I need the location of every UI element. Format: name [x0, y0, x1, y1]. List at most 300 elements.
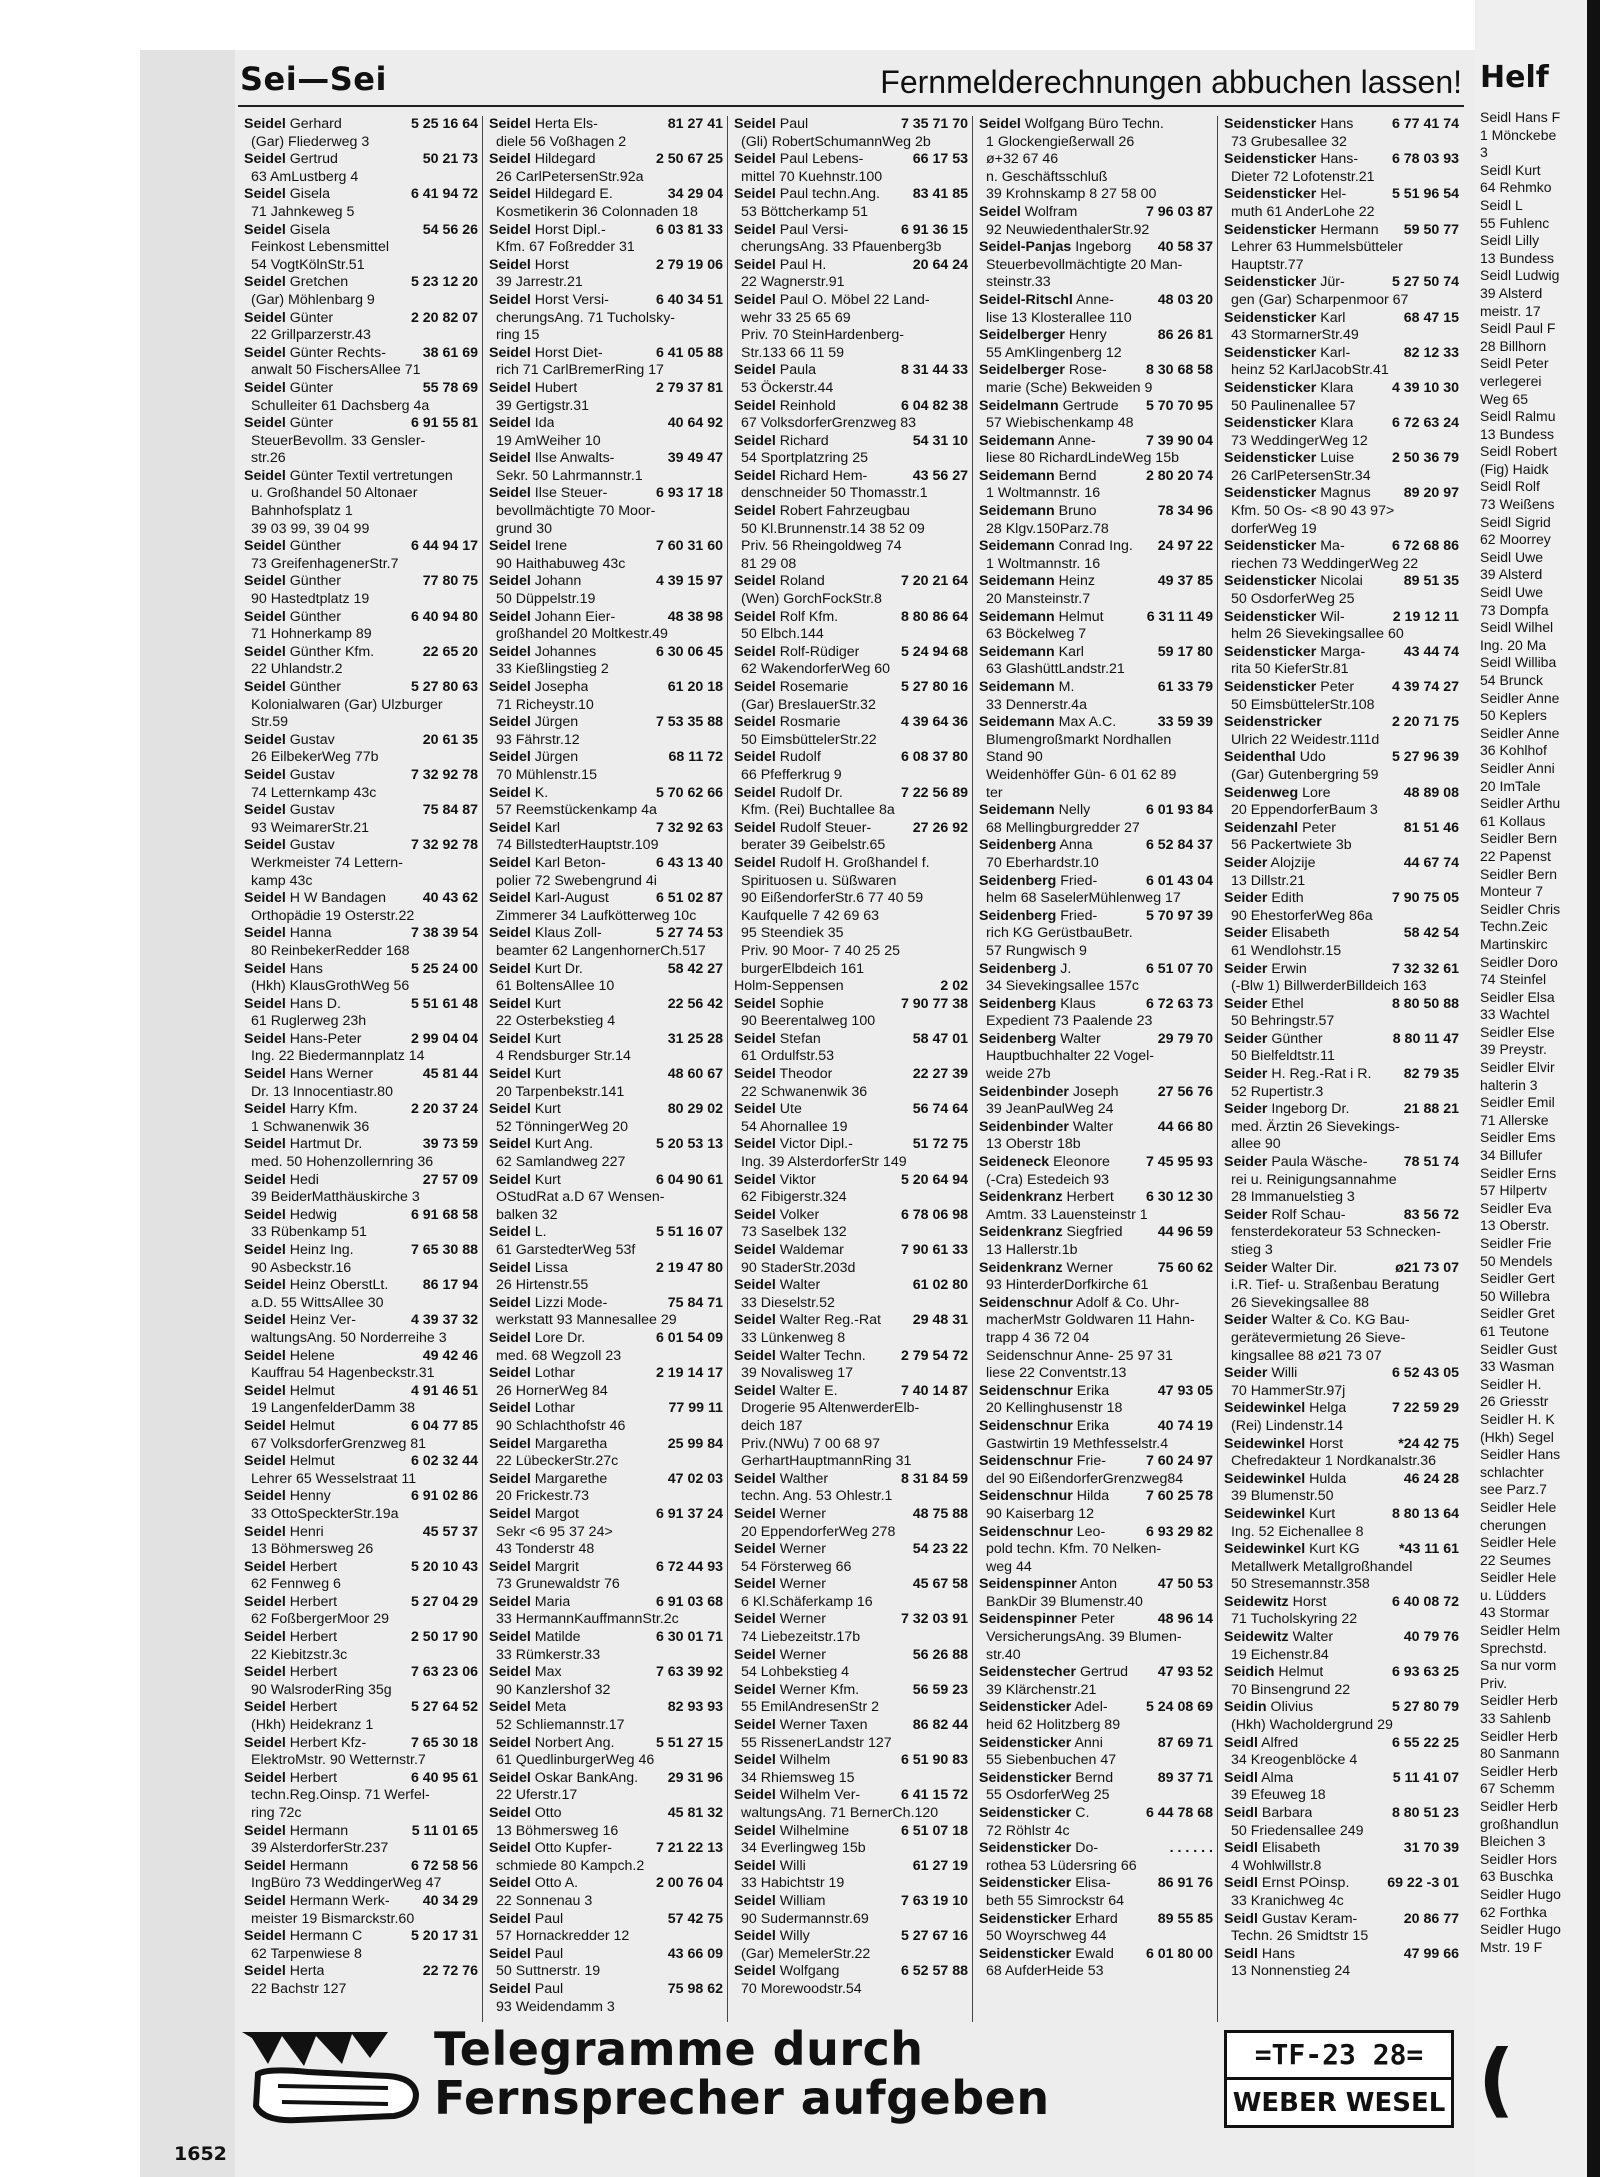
listing-entry	[244, 732, 478, 767]
listing-text	[489, 855, 606, 873]
given-name: Gisela	[289, 221, 330, 238]
surname: Seidel	[244, 766, 286, 783]
phone-number: 6 03 81 33	[655, 221, 723, 238]
listing-first-line	[244, 609, 478, 627]
header-slogan: Fernmelderechnungen abbuchen lassen!	[880, 64, 1462, 100]
surname: Seidel	[244, 1769, 286, 1786]
listing-detail-line: 55 RissenerLandstr 127	[741, 1734, 892, 1751]
surname: Seidel	[489, 1805, 531, 1821]
surname: Seidel	[489, 714, 531, 731]
listing-entry	[489, 1172, 723, 1225]
listing-detail-line: dorferWeg 19	[1231, 520, 1317, 537]
given-name: Hubert	[534, 379, 578, 396]
listing-detail-line: deich 187	[741, 1417, 803, 1434]
listing-text	[979, 1488, 1109, 1506]
given-name: Herbert	[1066, 1189, 1114, 1206]
surname: Seidel	[489, 1593, 531, 1610]
phone-number: 48 60 67	[667, 1066, 723, 1083]
listing-detail-line: riechen 73 WeddingerWeg 22	[1231, 555, 1419, 572]
listing-text	[244, 732, 335, 750]
given-name: Werner	[779, 1646, 827, 1663]
listing-first-line	[979, 679, 1213, 697]
listing-first-line	[979, 961, 1213, 979]
listing-detail-line: 67 VolksdorferGrenzweg 83	[741, 415, 917, 432]
phone-number: 5 70 70 95	[1145, 397, 1213, 414]
surname: Seidewitz	[1224, 1629, 1289, 1646]
listing-first-line	[979, 1084, 1213, 1102]
listing-first-line	[1224, 996, 1459, 1014]
given-name: Helmut	[1058, 608, 1104, 625]
listing-detail-line: techn. Ang. 53 Ohlestr.1	[741, 1488, 893, 1505]
surname: Seidel	[244, 1101, 286, 1118]
listing-text	[979, 573, 1095, 591]
facing-page-line: 33 Wachtel	[1480, 1006, 1550, 1023]
listing-entry	[979, 1418, 1213, 1453]
phone-number: 6 08 37 80	[900, 749, 968, 766]
facing-page-line: Seidl Robert	[1480, 443, 1558, 460]
surname: Seider	[1224, 854, 1268, 871]
phone-number: 7 63 39 92	[655, 1664, 723, 1681]
facing-page-line: Seidl Williba	[1480, 654, 1557, 671]
surname: Seidel	[489, 608, 531, 625]
phone-number	[964, 503, 968, 521]
telegram-advertisement	[238, 2024, 1464, 2136]
listing-text	[734, 1207, 819, 1225]
given-name: Paula	[779, 362, 817, 379]
listing-text	[979, 1189, 1114, 1207]
given-name: Werner	[779, 1541, 827, 1558]
listing-detail-line: 22 Uhlandstr.2	[251, 661, 343, 678]
listing-text	[489, 1911, 563, 1929]
listing-detail-line: Chefredakteur 1 Nordkanalstr.36	[1231, 1453, 1437, 1470]
listing-entry	[489, 292, 723, 345]
listing-text	[734, 222, 848, 240]
listing-detail-line: 73 WeddingerWeg 12	[1231, 432, 1368, 449]
listing-first-line	[734, 1101, 968, 1119]
given-name: H. Reg.-Rat i R.	[1271, 1066, 1372, 1083]
listing-first-line	[734, 222, 968, 240]
listing-first-line	[244, 802, 478, 820]
facing-page-line: Seidler Gust	[1480, 1340, 1558, 1357]
listing-text	[489, 222, 606, 240]
listing-entry	[734, 292, 968, 362]
listing-entry	[979, 714, 1213, 802]
binding-gutter	[140, 50, 235, 2177]
listing-entry	[1224, 1629, 1459, 1664]
listing-first-line	[1224, 1770, 1459, 1788]
listing-detail-line: 74 Letternkamp 43c	[251, 784, 377, 801]
given-name: Karl	[1320, 309, 1346, 326]
surname: Seidel	[244, 1963, 286, 1980]
phone-number: 5 51 16 07	[655, 1224, 723, 1241]
phone-number: 38 61 69	[422, 344, 478, 361]
listing-first-line	[979, 1453, 1213, 1471]
phone-number: 20 86 77	[1403, 1910, 1459, 1927]
listing-entry	[734, 1541, 968, 1576]
given-name: Klaus	[1060, 995, 1096, 1012]
listing-entry	[489, 609, 723, 644]
listing-detail-line: 13 Nonnenstieg 24	[1231, 1963, 1351, 1980]
listing-entry	[734, 1136, 968, 1171]
listing-first-line	[244, 1893, 478, 1911]
listing-entry	[489, 538, 723, 573]
given-name: Kurt Dr.	[534, 960, 583, 977]
surname: Seidel	[244, 1277, 286, 1294]
listing-text	[244, 1524, 324, 1542]
phone-number: 6 91 68 58	[410, 1206, 478, 1223]
listing-text	[489, 609, 615, 627]
listing-entry	[979, 327, 1213, 362]
phone-number: 47 93 05	[1157, 1382, 1213, 1399]
phone-number: 68 11 72	[668, 749, 723, 766]
listing-entry	[734, 1242, 968, 1277]
phone-number: 5 27 80 63	[410, 679, 478, 695]
phone-number: 61 20 18	[667, 679, 723, 695]
facing-page-line: 22 Seumes	[1480, 1551, 1551, 1568]
listing-first-line	[979, 1946, 1213, 1964]
surname: Seidensticker	[1224, 344, 1317, 361]
listing-detail-line: del 90 EißendorferGrenzweg84	[986, 1470, 1184, 1487]
given-name: Stefan	[779, 1030, 821, 1047]
phone-number: 82 93 93	[667, 1699, 723, 1716]
phone-number: 2 20 82 07	[410, 309, 478, 326]
surname: Seider	[1224, 995, 1268, 1012]
facing-page-phone-glyph: (	[1478, 2033, 1515, 2126]
listing-detail-line: 26 CarlPetersenStr.92a	[496, 168, 644, 185]
surname: Seidel	[734, 116, 776, 132]
listing-entry	[734, 1471, 968, 1506]
surname: Seidensticker	[1224, 309, 1317, 326]
given-name: Conrad Ing.	[1058, 538, 1133, 555]
given-name: Herbert	[289, 1769, 338, 1786]
phone-number: 7 22 59 29	[1391, 1400, 1459, 1417]
listing-entry	[244, 961, 478, 996]
listing-text	[244, 1418, 335, 1436]
phone-number: 27 57 09	[422, 1171, 478, 1188]
facing-page-line: Martinskirc	[1480, 935, 1548, 952]
listing-entry	[1224, 415, 1459, 450]
listing-text	[244, 1172, 319, 1190]
facing-page-line: 39 Preystr.	[1480, 1041, 1547, 1058]
listing-first-line	[1224, 274, 1459, 292]
listing-detail-line: gen (Gar) Scharpenmoor 67	[1231, 291, 1409, 308]
listing-text	[244, 345, 386, 363]
listing-first-line	[244, 1488, 478, 1506]
phone-number	[1209, 1295, 1213, 1313]
phone-number: 59 17 80	[1157, 643, 1213, 660]
phone-number: 22 27 39	[912, 1066, 968, 1083]
surname: Seidel	[734, 1717, 776, 1734]
surname: Seidel	[734, 1611, 776, 1628]
given-name: Klaus Zoll-	[534, 925, 602, 942]
listing-text	[979, 873, 1097, 891]
listing-first-line	[734, 1963, 968, 1981]
given-name: Rosemarie	[779, 679, 849, 695]
listing-first-line	[734, 1858, 968, 1876]
phone-number: 6 01 93 84	[1145, 802, 1213, 819]
listing-text	[489, 1031, 561, 1049]
phone-number: 2 80 20 74	[1145, 467, 1213, 484]
listing-entry	[1224, 485, 1459, 538]
listing-text	[244, 925, 332, 943]
phone-number: 5 20 17 31	[410, 1928, 478, 1945]
listing-first-line	[244, 1242, 478, 1260]
listing-detail-line: 13 Hallerstr.1b	[986, 1242, 1078, 1258]
listing-entry	[244, 1559, 478, 1594]
listing-text	[734, 573, 825, 591]
listing-first-line	[734, 996, 968, 1014]
listing-entry	[244, 1312, 478, 1347]
listing-text	[734, 398, 836, 416]
listing-detail-line: 50 Kl.Brunnenstr.14 38 52 09	[741, 520, 925, 537]
listing-detail-line: 33 OttoSpeckterStr.19a	[251, 1505, 399, 1522]
listing-text	[244, 802, 335, 820]
surname: Seidel	[489, 784, 531, 801]
phone-number: 7 32 32 61	[1391, 960, 1459, 977]
phone-number: 5 24 08 69	[1145, 1699, 1213, 1716]
phone-number: 27 56 76	[1157, 1083, 1213, 1100]
listing-text	[244, 222, 330, 240]
phone-number: 83 56 72	[1403, 1206, 1459, 1223]
listing-entry	[979, 1453, 1213, 1488]
phone-number: *24 42 75	[1398, 1435, 1459, 1452]
listing-text	[1224, 1506, 1335, 1524]
listing-detail-line: 71 Richeystr.10	[496, 696, 594, 713]
listing-detail-line: 39 Novalisweg 17	[741, 1365, 853, 1382]
listing-entry	[1224, 785, 1459, 820]
phone-number: 22 65 20	[422, 643, 478, 660]
listing-detail-line: Hauptbuchhalter 22 Vogel-	[986, 1048, 1155, 1065]
listing-entry	[734, 1066, 968, 1101]
surname: Seidel	[979, 116, 1021, 132]
given-name: Jürgen	[534, 749, 579, 766]
given-name: Paul	[779, 116, 809, 132]
phone-number: 7 35 71 70	[900, 116, 968, 132]
listing-entry	[489, 257, 723, 292]
listing-detail-line: 61 Ruglerweg 23h	[251, 1013, 367, 1030]
facing-page-line: meistr. 17	[1480, 302, 1541, 319]
given-name: Otto Kupfer-	[534, 1840, 613, 1857]
listing-text	[1224, 1946, 1295, 1964]
surname: Seidel	[734, 749, 776, 766]
surname: Seidel	[734, 995, 776, 1012]
listing-detail-line: Lehrer 63 Hummelsbütteler	[1231, 239, 1403, 256]
listing-first-line	[1224, 538, 1459, 556]
listing-entry	[489, 151, 723, 186]
listing-detail-line: 81 29 08	[741, 555, 797, 572]
surname: Seidenspinner	[979, 1576, 1077, 1593]
surname: Seidel	[244, 116, 286, 132]
listing-detail-line: 73 GreifenhagenerStr.7	[251, 555, 399, 572]
listing-first-line	[1224, 1629, 1459, 1647]
listing-text	[244, 186, 330, 204]
given-name: Lothar	[534, 1400, 575, 1417]
listing-first-line	[244, 1629, 478, 1647]
listing-entry	[244, 538, 478, 573]
listing-detail-line: 57 Hornackredder 12	[496, 1928, 630, 1945]
listing-entry	[1224, 1436, 1459, 1471]
listing-first-line	[244, 274, 478, 292]
listing-detail-line: wehr 33 25 65 69	[741, 309, 851, 326]
listing-detail-line: 39 BeiderMatthäuskirche 3	[251, 1189, 420, 1206]
surname: Seidensticker	[1224, 538, 1317, 555]
listing-entry	[244, 837, 478, 890]
surname: Seidel	[489, 1365, 531, 1382]
given-name: Helmut	[289, 1417, 335, 1434]
listing-detail-line: 33 Kießlingstieg 2	[496, 661, 609, 678]
listing-first-line	[1224, 1312, 1459, 1330]
given-name: Werner	[779, 1505, 827, 1522]
listing-detail-line: rich 71 CarlBremerRing 17	[496, 362, 664, 379]
given-name: Bernd	[1075, 1769, 1114, 1786]
listing-text	[489, 1506, 579, 1524]
given-name: Wilhelmine	[779, 1822, 850, 1839]
phone-number: 6 40 34 51	[655, 291, 723, 308]
listing-entry	[1224, 1594, 1459, 1629]
listing-text	[1224, 1699, 1313, 1717]
surname: Seidel	[734, 643, 776, 660]
surname: Seidel	[489, 1224, 531, 1241]
phone-number	[1455, 1312, 1459, 1330]
facing-page-line: 80 Sanmann	[1480, 1745, 1560, 1762]
listing-detail-line: 90 Kanzlershof 32	[496, 1681, 611, 1698]
listing-text	[734, 1101, 802, 1119]
listing-detail-line: 68 AufderHeide 53	[986, 1963, 1104, 1980]
listing-detail-line: 55 AmKlingenberg 12	[986, 344, 1122, 361]
listing-first-line	[1224, 785, 1459, 803]
given-name: Udo	[1299, 749, 1326, 766]
given-name: Günther	[289, 538, 342, 555]
listing-column	[728, 116, 973, 2022]
phone-number: 5 51 61 48	[410, 995, 478, 1012]
surname: Seidensticker	[1224, 186, 1317, 203]
phone-number: 54 56 26	[422, 221, 478, 238]
listing-first-line	[734, 1787, 968, 1805]
given-name: Heinz	[1058, 573, 1095, 590]
listing-text	[979, 292, 1114, 310]
listing-entry	[489, 925, 723, 960]
listing-detail-line: 22 Kiebitzstr.3c	[251, 1646, 348, 1663]
listing-text	[979, 1770, 1113, 1788]
listing-first-line	[244, 151, 478, 169]
listing-detail-line: (Gli) RobertSchumannWeg 2b	[741, 133, 931, 150]
listing-detail-line: 90 Hastedtplatz 19	[251, 591, 370, 608]
given-name: Hilda	[1076, 1488, 1110, 1505]
listing-first-line	[489, 1840, 723, 1858]
given-name: Lizzi Mode-	[534, 1294, 608, 1311]
listing-first-line	[489, 1981, 723, 1999]
listing-detail-line: Metallwerk Metallgroßhandel	[1231, 1558, 1413, 1575]
listing-detail-line: 61 Ordulfstr.53	[741, 1048, 835, 1065]
listing-entry	[244, 609, 478, 644]
listing-detail-line: 50 Elbch.144	[741, 626, 824, 643]
listing-text	[734, 1928, 810, 1946]
given-name: Herbert	[289, 1593, 338, 1610]
listing-entry	[489, 1699, 723, 1734]
listing-entry	[489, 485, 723, 538]
listing-entry	[979, 644, 1213, 679]
listing-entry	[1224, 310, 1459, 345]
listing-first-line	[489, 380, 723, 398]
phone-number: 7 22 56 89	[900, 784, 968, 801]
listing-detail-line: 20 Frickestr.73	[496, 1488, 590, 1505]
surname: Seidel	[734, 784, 776, 801]
listing-detail-line: 90 EißendorferStr.6 77 40 59	[741, 890, 924, 907]
listing-text	[489, 1136, 593, 1154]
given-name: Anni	[1074, 1734, 1103, 1751]
listing-detail-line: ring 72c	[251, 1805, 302, 1821]
phone-number: 78 34 96	[1157, 503, 1213, 520]
listing-detail-line: 22 Bachstr 127	[251, 1980, 347, 1997]
listing-text	[244, 1312, 356, 1330]
listing-first-line	[1224, 151, 1459, 169]
listing-text	[1224, 855, 1316, 873]
listing-first-line	[979, 1260, 1213, 1278]
listing-first-line	[734, 151, 968, 169]
listing-detail-line: 93 HinterderDorfkirche 61	[986, 1277, 1149, 1294]
facing-page-line: 63 Buschka	[1480, 1868, 1554, 1885]
listing-entry	[1224, 222, 1459, 275]
listing-detail-line: 13 Böhmersweg 16	[496, 1822, 619, 1839]
listing-entry	[979, 573, 1213, 608]
listing-text	[489, 116, 598, 134]
listing-text	[734, 1576, 826, 1594]
listing-detail-line: 22 Schwanenwik 36	[741, 1083, 868, 1100]
listing-first-line	[244, 1664, 478, 1682]
listing-detail-line: 53 Böttcherkamp 51	[741, 203, 868, 220]
phone-number: 6 55 22 25	[1391, 1734, 1459, 1751]
listing-entry	[979, 1189, 1213, 1224]
listing-entry	[979, 1840, 1213, 1875]
listing-entry	[489, 1471, 723, 1506]
listing-first-line	[244, 961, 478, 979]
phone-number: 29 79 70	[1157, 1030, 1213, 1047]
phone-number: 43 56 27	[912, 467, 968, 484]
listing-detail-line: 28 Immanuelstieg 3	[1231, 1189, 1355, 1206]
listing-first-line	[734, 398, 968, 416]
listing-text	[1224, 1207, 1345, 1225]
surname: Seidel	[489, 1910, 531, 1927]
listing-text	[734, 1823, 849, 1841]
listing-entry	[979, 1488, 1213, 1523]
given-name: Hermann	[289, 1857, 349, 1874]
listing-entry	[734, 1928, 968, 1963]
given-name: Lore Dr.	[534, 1329, 586, 1346]
listing-detail-line: 22 Sonnenau 3	[496, 1892, 593, 1909]
facing-page-line: Seidl Ludwig	[1480, 267, 1560, 284]
listing-entry	[734, 1823, 968, 1858]
surname: Seidemann	[979, 467, 1055, 484]
listing-first-line	[734, 116, 968, 134]
listing-text	[979, 433, 1096, 451]
listing-entry	[979, 1383, 1213, 1418]
phone-number: 40 34 29	[422, 1892, 478, 1909]
given-name: Erhard	[1075, 1910, 1118, 1927]
phone-number: 5 27 80 79	[1391, 1699, 1459, 1716]
given-name: H W Bandagen	[289, 890, 386, 907]
listing-detail-line: 4 Rendsburger Str.14	[496, 1048, 631, 1065]
surname: Seidenkranz	[979, 1189, 1063, 1206]
listing-first-line	[489, 820, 723, 838]
phone-number: 6 01 54 09	[655, 1329, 723, 1346]
listing-entry	[244, 890, 478, 925]
surname: Seider	[1224, 1206, 1268, 1223]
given-name: Heinz OberstLt.	[289, 1277, 389, 1294]
listing-first-line	[1224, 450, 1459, 468]
surname: Seidel	[244, 608, 286, 625]
surname: Seidel	[734, 573, 776, 590]
phone-number: *43 11 61	[1399, 1541, 1459, 1558]
